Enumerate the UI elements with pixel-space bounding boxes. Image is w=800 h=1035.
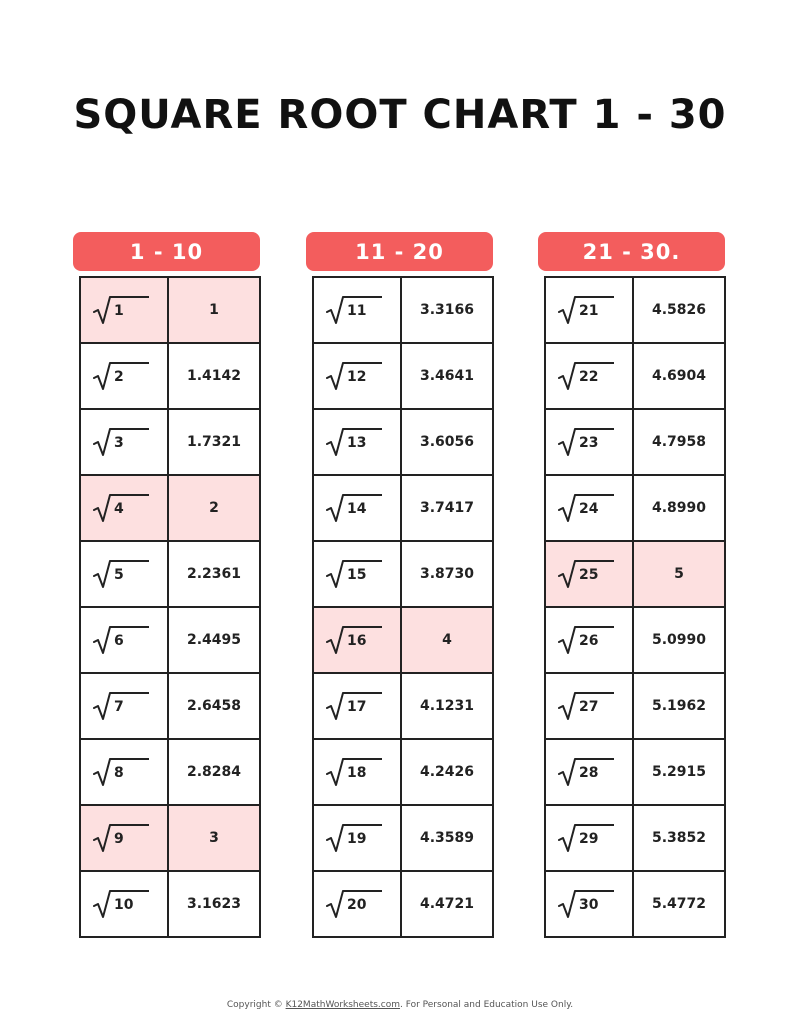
- root-value: 3.4641: [419, 368, 475, 384]
- radical-cell: [314, 608, 402, 672]
- root-value: 4.7958: [651, 434, 707, 450]
- radicand-number: 29: [579, 831, 599, 847]
- radicand-number: 21: [579, 303, 599, 319]
- table-row: [81, 344, 259, 410]
- table-row: [81, 542, 259, 608]
- root-value: 2: [169, 476, 259, 540]
- root-value: 5: [634, 542, 724, 606]
- root-table: [79, 276, 261, 938]
- square-root-symbol-icon: [326, 823, 382, 853]
- square-root-symbol-icon: [558, 427, 614, 457]
- root-value: 1.4142: [186, 368, 242, 384]
- radicand-number: 17: [347, 699, 367, 715]
- radicand-number: 16: [347, 633, 367, 649]
- range-column: [538, 232, 726, 938]
- root-value: 4.1231: [419, 698, 475, 714]
- range-column: [306, 232, 494, 938]
- table-row: [546, 674, 724, 740]
- radicand-number: 24: [579, 501, 599, 517]
- radical-cell: [81, 674, 169, 738]
- radical-cell: [314, 674, 402, 738]
- table-row: [546, 740, 724, 806]
- table-row: [546, 344, 724, 410]
- table-row: [81, 410, 259, 476]
- radical-cell: [314, 740, 402, 804]
- radical-cell: [81, 740, 169, 804]
- page-title: SQUARE ROOT CHART 1 - 30: [73, 92, 727, 138]
- root-value: 4.8990: [651, 500, 707, 516]
- table-row: [314, 806, 492, 872]
- square-root-symbol-icon: [558, 361, 614, 391]
- footer-link[interactable]: K12MathWorksheets.com: [285, 1000, 401, 1010]
- root-value: 3: [169, 806, 259, 870]
- radicand-number: 2: [114, 369, 124, 385]
- radicand-number: 20: [347, 897, 367, 913]
- root-value: 4.6904: [651, 368, 707, 384]
- radicand-number: 4: [114, 501, 124, 517]
- radical-cell: [314, 344, 402, 408]
- square-root-symbol-icon: [326, 295, 382, 325]
- radicand-number: 14: [347, 501, 367, 517]
- table-row: [81, 476, 259, 542]
- table-row: [81, 278, 259, 344]
- footer: [0, 1000, 800, 1010]
- square-root-symbol-icon: [558, 295, 614, 325]
- root-value: 3.1623: [186, 896, 242, 912]
- square-root-symbol-icon: [326, 889, 382, 919]
- radical-cell: [81, 542, 169, 606]
- square-root-symbol-icon: [558, 889, 614, 919]
- root-value: 4.4721: [419, 896, 475, 912]
- table-row: [314, 872, 492, 936]
- radicand-number: 27: [579, 699, 599, 715]
- radical-cell: [314, 410, 402, 474]
- square-root-symbol-icon: [558, 757, 614, 787]
- radicand-number: 8: [114, 765, 124, 781]
- square-root-symbol-icon: [93, 493, 149, 523]
- radicand-number: 13: [347, 435, 367, 451]
- square-root-symbol-icon: [326, 559, 382, 589]
- radical-cell: [546, 542, 634, 606]
- table-row: [546, 608, 724, 674]
- radical-cell: [314, 278, 402, 342]
- root-value: 4.5826: [651, 302, 707, 318]
- root-value: 1: [169, 278, 259, 342]
- radical-cell: [546, 608, 634, 672]
- table-row: [314, 476, 492, 542]
- range-column: [73, 232, 261, 938]
- table-row: [546, 542, 724, 608]
- radicand-number: 28: [579, 765, 599, 781]
- square-root-symbol-icon: [93, 889, 149, 919]
- root-value: 5.1962: [651, 698, 707, 714]
- square-root-symbol-icon: [93, 427, 149, 457]
- radicand-number: 12: [347, 369, 367, 385]
- radicand-number: 18: [347, 765, 367, 781]
- radicand-number: 15: [347, 567, 367, 583]
- table-row: [314, 674, 492, 740]
- range-header: 11 - 20: [306, 232, 493, 271]
- square-root-symbol-icon: [558, 823, 614, 853]
- root-value: 3.6056: [419, 434, 475, 450]
- radical-cell: [314, 476, 402, 540]
- square-root-symbol-icon: [558, 625, 614, 655]
- square-root-symbol-icon: [93, 559, 149, 589]
- radicand-number: 22: [579, 369, 599, 385]
- square-root-symbol-icon: [93, 625, 149, 655]
- radical-cell: [81, 476, 169, 540]
- radicand-number: 30: [579, 897, 599, 913]
- radical-cell: [314, 542, 402, 606]
- radicand-number: 6: [114, 633, 124, 649]
- table-row: [314, 740, 492, 806]
- square-root-symbol-icon: [326, 625, 382, 655]
- table-row: [546, 278, 724, 344]
- footer-prefix: Copyright ©: [226, 1000, 286, 1010]
- root-value: 5.3852: [651, 830, 707, 846]
- radical-cell: [546, 872, 634, 936]
- radical-cell: [81, 806, 169, 870]
- square-root-symbol-icon: [93, 361, 149, 391]
- root-value: 2.8284: [186, 764, 242, 780]
- square-root-symbol-icon: [558, 493, 614, 523]
- square-root-symbol-icon: [558, 559, 614, 589]
- root-table: [544, 276, 726, 938]
- radical-cell: [546, 278, 634, 342]
- table-row: [314, 608, 492, 674]
- radicand-number: 1: [114, 303, 124, 319]
- table-row: [546, 476, 724, 542]
- radicand-number: 11: [347, 303, 367, 319]
- radical-cell: [546, 674, 634, 738]
- radicand-number: 7: [114, 699, 124, 715]
- table-row: [314, 410, 492, 476]
- square-root-symbol-icon: [326, 691, 382, 721]
- table-row: [81, 740, 259, 806]
- table-row: [81, 608, 259, 674]
- root-value: 5.0990: [651, 632, 707, 648]
- radicand-number: 9: [114, 831, 124, 847]
- range-header: 21 - 30.: [538, 232, 725, 271]
- radicand-number: 5: [114, 567, 124, 583]
- radical-cell: [81, 410, 169, 474]
- radical-cell: [314, 806, 402, 870]
- radicand-number: 10: [114, 897, 134, 913]
- radical-cell: [546, 740, 634, 804]
- radicand-number: 23: [579, 435, 599, 451]
- table-row: [546, 410, 724, 476]
- radical-cell: [546, 410, 634, 474]
- square-root-symbol-icon: [326, 427, 382, 457]
- square-root-symbol-icon: [93, 823, 149, 853]
- square-root-symbol-icon: [93, 691, 149, 721]
- radicand-number: 3: [114, 435, 124, 451]
- radicand-number: 26: [579, 633, 599, 649]
- root-value: 2.2361: [186, 566, 242, 582]
- square-root-symbol-icon: [93, 295, 149, 325]
- radical-cell: [314, 872, 402, 936]
- table-row: [81, 674, 259, 740]
- table-row: [546, 872, 724, 936]
- root-value: 1.7321: [186, 434, 242, 450]
- root-table: [312, 276, 494, 938]
- root-value: 2.6458: [186, 698, 242, 714]
- square-root-symbol-icon: [93, 757, 149, 787]
- square-root-symbol-icon: [558, 691, 614, 721]
- root-value: 2.4495: [186, 632, 242, 648]
- radical-cell: [81, 344, 169, 408]
- radical-cell: [81, 278, 169, 342]
- radical-cell: [81, 608, 169, 672]
- radical-cell: [546, 806, 634, 870]
- radical-cell: [81, 872, 169, 936]
- radicand-number: 25: [579, 567, 599, 583]
- radicand-number: 19: [347, 831, 367, 847]
- table-row: [81, 872, 259, 936]
- radical-cell: [546, 476, 634, 540]
- range-header: 1 - 10: [73, 232, 260, 271]
- root-value: 4.2426: [419, 764, 475, 780]
- table-row: [546, 806, 724, 872]
- table-row: [314, 278, 492, 344]
- table-row: [81, 806, 259, 872]
- radical-cell: [546, 344, 634, 408]
- root-value: 3.8730: [419, 566, 475, 582]
- root-value: 3.7417: [419, 500, 475, 516]
- root-value: 3.3166: [419, 302, 475, 318]
- square-root-symbol-icon: [326, 361, 382, 391]
- root-value: 5.4772: [651, 896, 707, 912]
- table-row: [314, 344, 492, 410]
- root-value: 4.3589: [419, 830, 475, 846]
- square-root-symbol-icon: [326, 493, 382, 523]
- footer-suffix: . For Personal and Education Use Only.: [400, 1000, 574, 1010]
- table-row: [314, 542, 492, 608]
- root-value: 4: [402, 608, 492, 672]
- root-value: 5.2915: [651, 764, 707, 780]
- square-root-symbol-icon: [326, 757, 382, 787]
